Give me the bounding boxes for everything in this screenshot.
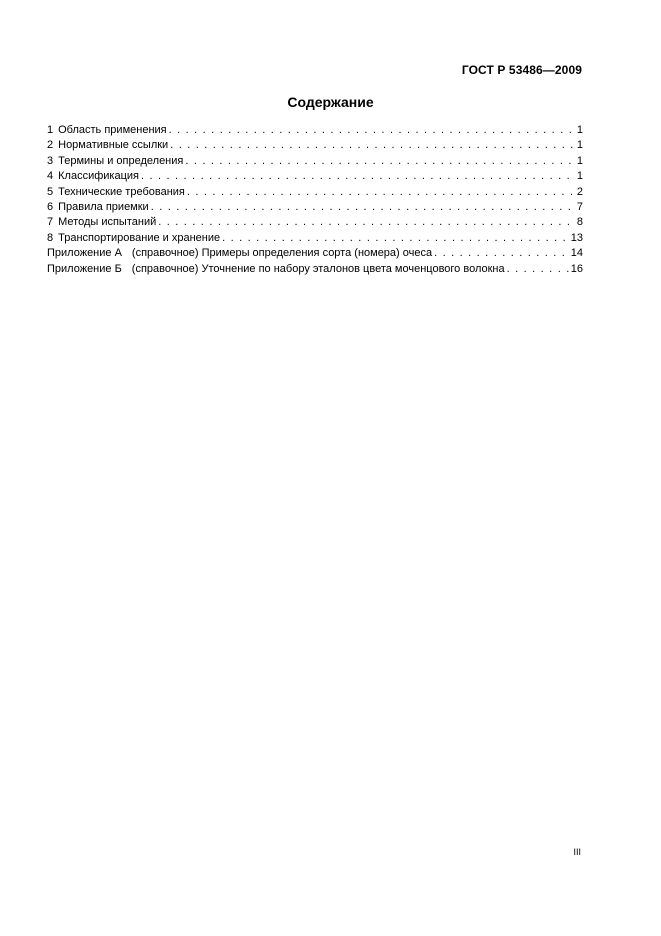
toc-entry-number: 5	[47, 185, 54, 198]
toc-entry-number: 2	[47, 139, 54, 152]
toc-entry-page: 8	[576, 216, 583, 229]
toc-leader-dots	[185, 185, 576, 200]
toc-entry-label: Методы испытаний	[58, 216, 157, 229]
toc-leader-dots	[183, 154, 576, 169]
toc-appendix-text: (справочное) Уточнение по набору эталонов цвета моченцового волокна	[131, 262, 505, 275]
toc-entry-page: 16	[570, 262, 583, 275]
toc-leader-dots	[220, 231, 570, 246]
toc-appendix-a[interactable]	[47, 246, 583, 261]
toc-entry-7[interactable]	[47, 215, 583, 230]
toc-entry-4[interactable]	[47, 169, 583, 184]
toc-leader-dots	[139, 169, 576, 184]
toc-entry-page: 1	[576, 139, 583, 152]
toc-entry-page: 1	[576, 124, 583, 136]
toc-leader-dots	[505, 262, 570, 277]
toc-leader-dots	[167, 123, 576, 138]
toc-entry-label: Правила приемки	[58, 200, 149, 213]
toc-entry-label: Область применения	[58, 124, 167, 136]
toc-entry-8[interactable]	[47, 231, 583, 246]
page-number: III	[573, 847, 581, 857]
toc-entry-label: Транспортирование и хранение	[58, 231, 221, 244]
toc-entry-number: 1	[47, 124, 54, 136]
document-code: ГОСТ Р 53486—2009	[461, 63, 582, 77]
toc-entry-page: 7	[576, 200, 583, 213]
toc-entry-page: 14	[570, 247, 583, 260]
toc-leader-dots	[149, 200, 576, 215]
toc-leader-dots	[168, 138, 576, 153]
toc-leader-dots	[432, 246, 570, 261]
toc-entry-3[interactable]	[47, 154, 583, 169]
toc-entry-label: Нормативные ссылки	[58, 139, 169, 152]
toc-entry-page: 1	[576, 154, 583, 167]
toc-entry-number: 3	[47, 154, 54, 167]
toc-entry-label: Термины и определения	[58, 154, 184, 167]
toc-entry-2[interactable]	[47, 138, 583, 153]
toc-appendix-text: (справочное) Примеры определения сорта (номера) очеса	[131, 247, 433, 260]
toc-entry-1[interactable]	[47, 123, 583, 138]
toc-entry-label: Технические требования	[58, 185, 185, 198]
toc-appendix-label: Приложение А	[47, 247, 122, 260]
toc-entry-6[interactable]	[47, 200, 583, 215]
toc-entry-number: 4	[47, 170, 54, 183]
toc-leader-dots	[156, 215, 576, 230]
toc-entry-label: Классификация	[58, 170, 139, 183]
toc-appendix-b[interactable]	[47, 262, 583, 277]
toc-entry-number: 7	[47, 216, 54, 229]
toc-entry-page: 2	[576, 185, 583, 198]
toc-appendix-label: Приложение Б	[47, 262, 122, 275]
toc-entry-5[interactable]	[47, 185, 583, 200]
toc-entry-page: 13	[570, 231, 583, 244]
toc-entry-number: 6	[47, 200, 54, 213]
toc-entry-page: 1	[576, 170, 583, 183]
table-of-contents	[47, 123, 583, 277]
toc-title: Содержание	[287, 94, 374, 110]
toc-entry-number: 8	[47, 231, 54, 244]
